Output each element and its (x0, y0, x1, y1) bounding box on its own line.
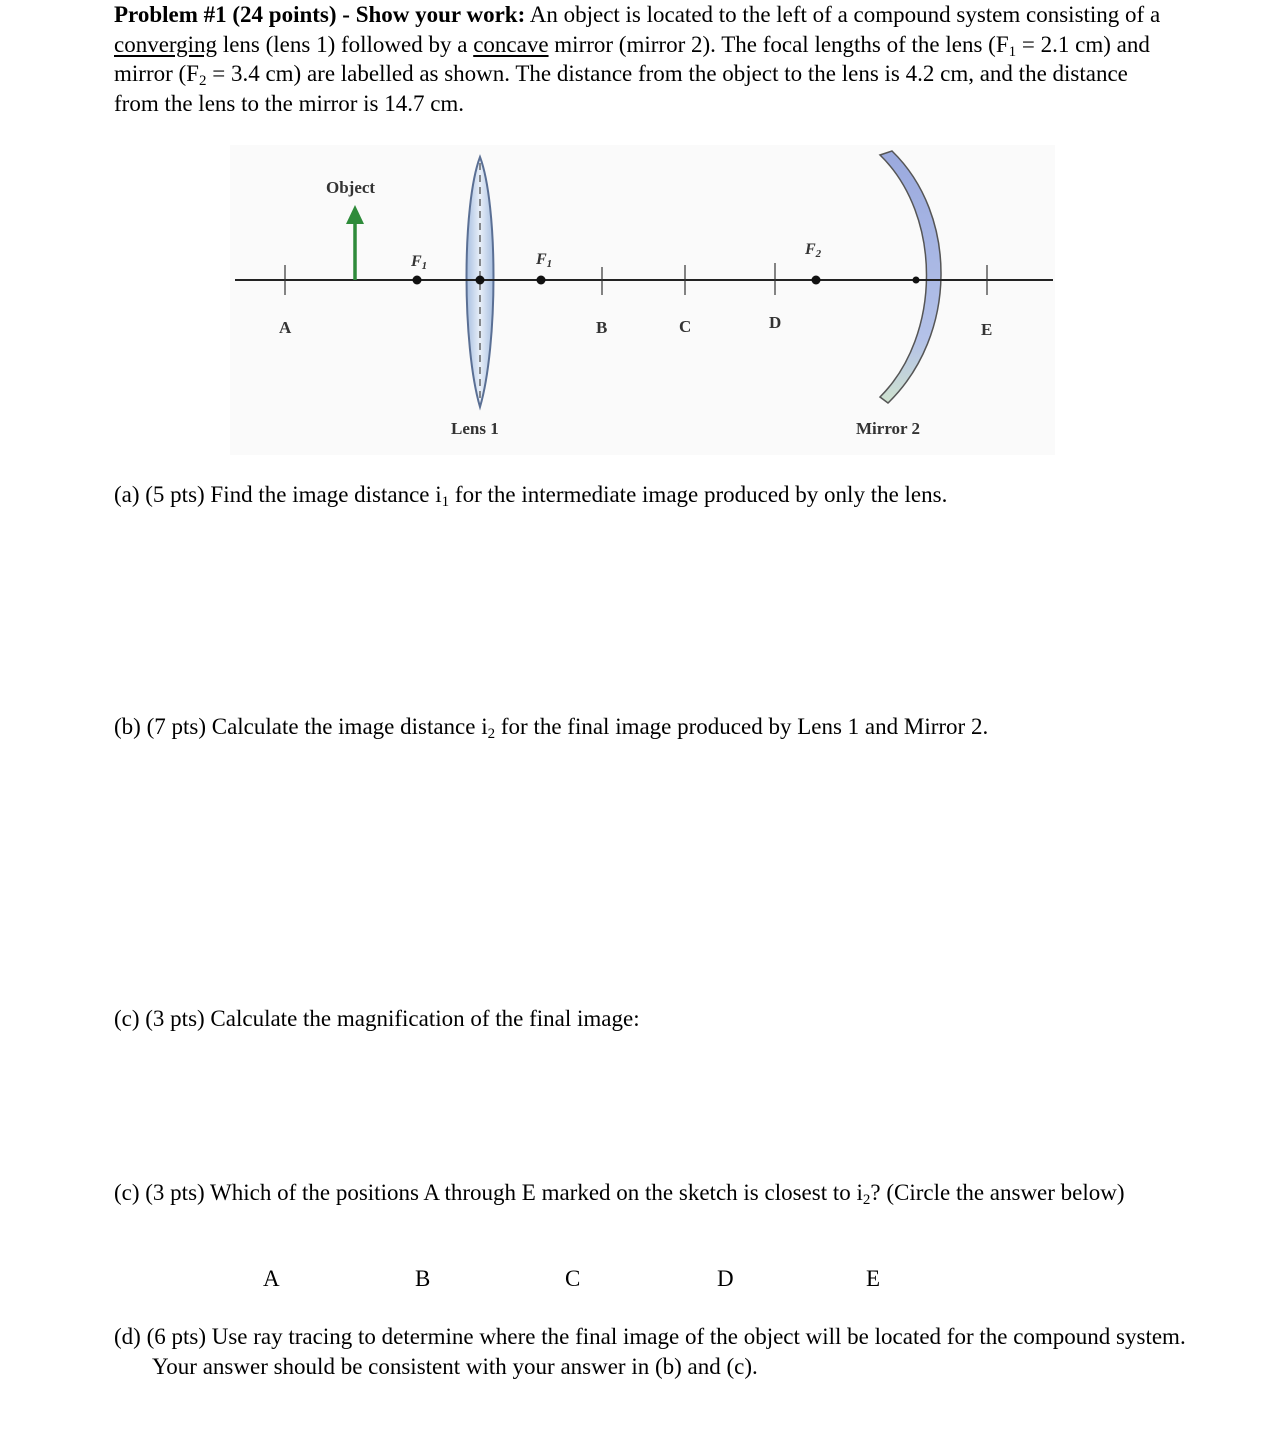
intro-text-4: = 2.1 cm) and mirror (F (114, 31, 1150, 86)
answer-option-b[interactable]: B (415, 1266, 431, 1291)
intro-text-1: An object is located to the left of a compound system consisting of a (525, 2, 1161, 27)
focal-point-lens-left (413, 276, 422, 285)
answer-option-d[interactable]: D (717, 1266, 734, 1291)
focal-label-lens-right: F1 (536, 251, 553, 270)
f2-subscript: 2 (198, 73, 207, 89)
question-c-magnification: (c) (3 pts) Calculate the magnification of the final image: (114, 1006, 640, 1031)
answer-option-c[interactable]: C (565, 1266, 581, 1291)
intro-text-5: = 3.4 cm) are labelled as shown. The distance from the object to the lens is 4.2 cm, and the distance from the lens to the mirror is 14.7 cm. (114, 61, 1128, 116)
focal-label-mirror: F2 (805, 241, 822, 260)
lens-label: Lens 1 (451, 419, 499, 438)
question-a: (a) (5 pts) Find the image distance $i_1$ for the intermediate image produced by only the lens. (114, 482, 948, 510)
position-label-d: D (769, 313, 782, 332)
focal-point-mirror (812, 276, 821, 285)
concave-word: concave (473, 31, 549, 57)
position-label-c: C (679, 317, 692, 336)
mirror-vertex-point (913, 277, 920, 284)
problem-statement (114, 0, 1164, 118)
intro-text-3: mirror (mirror 2). The focal lengths of the lens (F (548, 31, 1009, 57)
question-c-position: (c) (3 pts) Which of the positions A through E marked on the sketch is closest to $i_2$? (Circle the answer below) (114, 1180, 1125, 1208)
f1-subscript: 1 (1008, 43, 1017, 60)
position-label-b: B (596, 318, 608, 337)
problem-heading: Problem #1 (24 points) - Show your work: (114, 2, 526, 27)
position-label-e: E (981, 320, 993, 339)
mirror-label: Mirror 2 (856, 419, 921, 438)
converging-word: converging (114, 31, 218, 57)
lens-center-point (476, 276, 485, 285)
optics-diagram (230, 145, 1055, 455)
question-d: (d) (6 pts) Use ray tracing to determine where the final image of the object will be located for the compound system. Your answer should be consistent with your answer in (b) and (c). (114, 1324, 1186, 1379)
answer-option-e[interactable]: E (866, 1266, 881, 1291)
focal-point-lens-right (537, 276, 546, 285)
object-label: Object (326, 178, 376, 197)
question-b: (b) (7 pts) Calculate the image distance $i_2$ for the final image produced by Lens 1 and Mirror 2. (114, 714, 989, 742)
answer-option-a[interactable]: A (263, 1266, 280, 1291)
position-label-a: A (279, 318, 292, 337)
intro-text-2: lens (lens 1) followed by a (217, 31, 474, 57)
focal-label-lens-left: F1 (411, 253, 428, 272)
